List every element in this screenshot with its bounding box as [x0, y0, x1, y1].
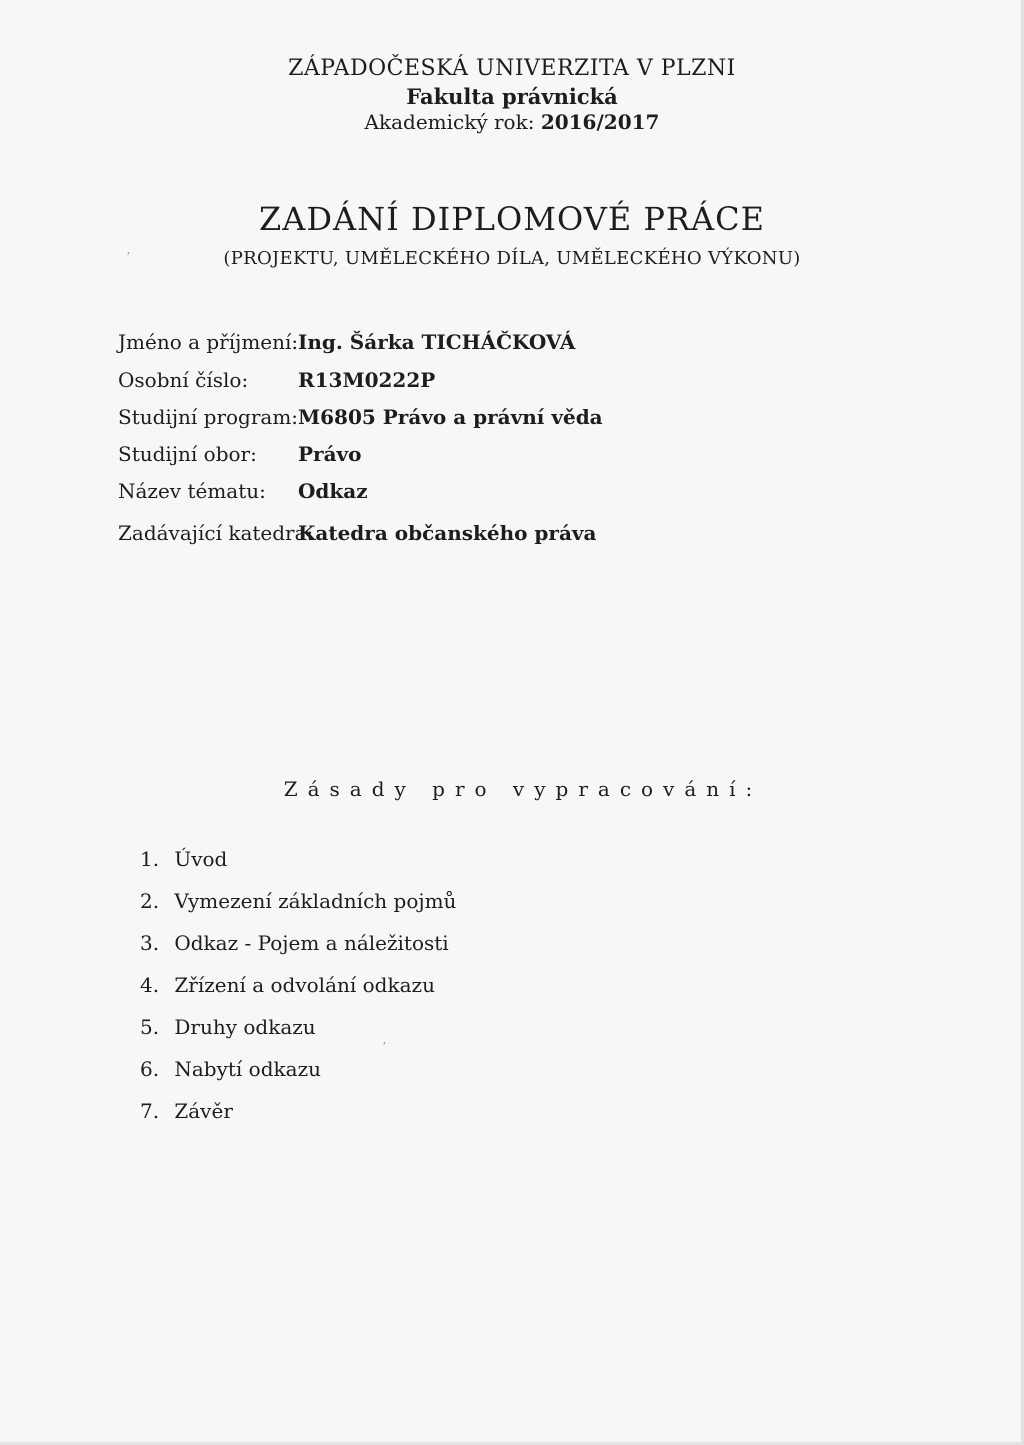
list-item	[140, 889, 456, 913]
field-label-study-field: Studijní obor:	[118, 442, 257, 466]
list-item	[140, 931, 449, 955]
list-item-number: 2.	[140, 889, 160, 913]
list-item-number: 5.	[140, 1015, 160, 1039]
scan-speck: ʼ	[382, 1040, 386, 1054]
list-item-text: Zřízení a odvolání odkazu	[174, 973, 435, 997]
field-value-personal-number: R13M0222P	[298, 368, 436, 392]
field-value-study-field: Právo	[298, 442, 362, 466]
faculty-name: Fakulta právnická	[406, 84, 618, 109]
list-item-text: Vymezení základních pojmů	[174, 889, 457, 913]
list-item	[140, 1099, 233, 1123]
list-item-text: Druhy odkazu	[174, 1015, 316, 1039]
field-value-topic: Odkaz	[298, 479, 368, 503]
list-item-text: Nabytí odkazu	[174, 1057, 321, 1081]
field-value-study-program: M6805 Právo a právní věda	[298, 405, 603, 429]
academic-year-value: 2016/2017	[540, 110, 660, 134]
field-label-topic: Název tématu:	[118, 479, 266, 503]
document-subtitle: (PROJEKTU, UMĚLECKÉHO DÍLA, UMĚLECKÉHO VÝKONU)	[223, 248, 801, 269]
list-item-number: 7.	[140, 1099, 160, 1123]
field-label-name: Jméno a příjmení:	[118, 330, 299, 354]
university-name: ZÁPADOČESKÁ UNIVERZITA V PLZNI	[288, 56, 736, 81]
field-label-study-program: Studijní program:	[118, 405, 299, 429]
field-value-name: Ing. Šárka TICHÁČKOVÁ	[298, 330, 576, 354]
list-item-text: Odkaz - Pojem a náležitosti	[174, 931, 449, 955]
list-item-text: Úvod	[174, 847, 228, 871]
list-item-number: 6.	[140, 1057, 160, 1081]
scan-speck: ʼ	[126, 250, 130, 264]
principles-heading: Zásady pro vypracování:	[283, 777, 763, 801]
list-item	[140, 1057, 321, 1081]
list-item-number: 1.	[140, 847, 160, 871]
field-value-department: Katedra občanského práva	[298, 521, 597, 545]
list-item	[140, 973, 435, 997]
list-item	[140, 847, 227, 871]
list-item-text: Závěr	[174, 1099, 233, 1123]
list-item	[140, 1015, 316, 1039]
field-label-personal-number: Osobní číslo:	[118, 368, 249, 392]
document-title: ZADÁNÍ DIPLOMOVÉ PRÁCE	[259, 200, 765, 238]
academic-year	[0, 110, 1024, 134]
academic-year-label: Akademický rok:	[364, 110, 535, 134]
list-item-number: 3.	[140, 931, 160, 955]
field-label-department: Zadávající katedra:	[118, 521, 314, 545]
list-item-number: 4.	[140, 973, 160, 997]
